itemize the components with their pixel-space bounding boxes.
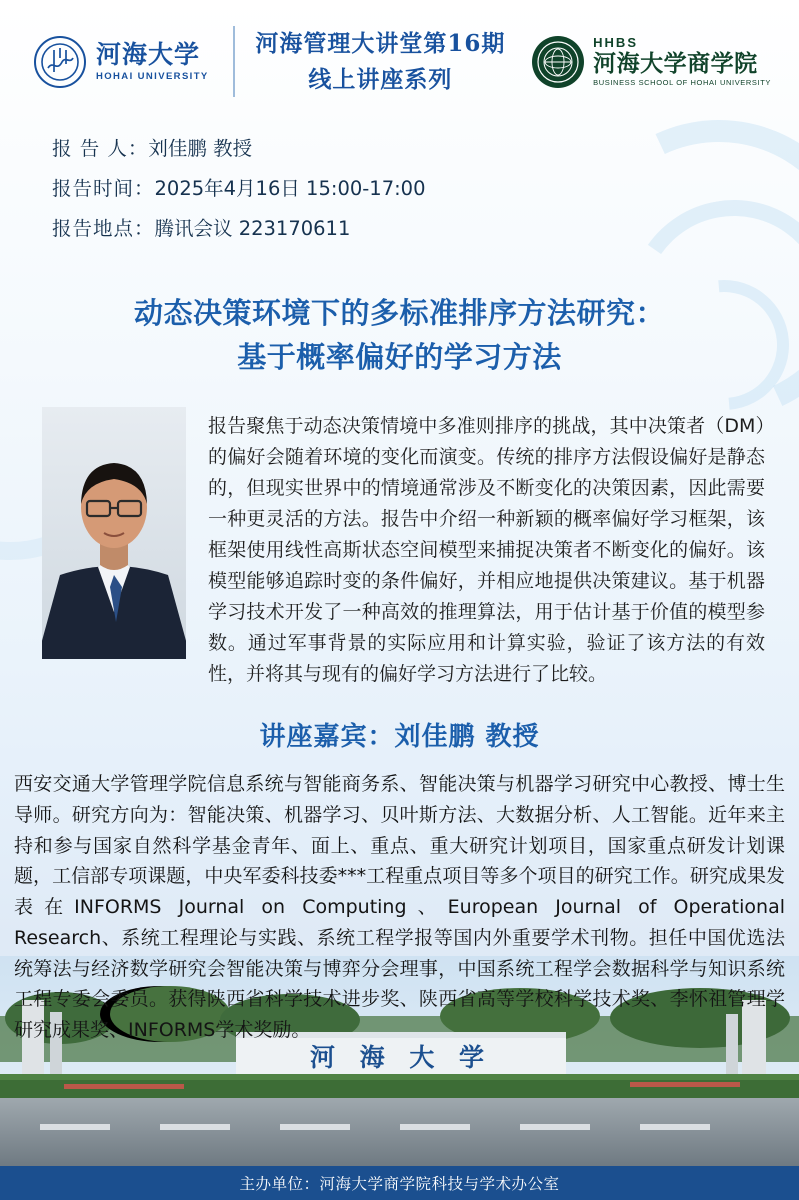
speaker-portrait [42, 407, 186, 659]
lecture-series-heading [233, 26, 513, 97]
footer-organizer: 主办单位：河海大学商学院科技与学术办公室 [0, 1166, 799, 1200]
business-school-seal-icon [532, 36, 584, 88]
abstract-section [0, 407, 799, 690]
hohai-university-name-en: HOHAI UNIVERSITY [96, 70, 209, 82]
speaker-value: 刘佳鹏 教授 [148, 137, 253, 161]
lecture-series-line-1: 河海管理大讲堂第16期 [255, 30, 506, 57]
business-school-abbr: HHBS [593, 35, 638, 51]
lecture-series-line-2: 线上讲座系列 [308, 65, 453, 93]
speaker-row [52, 129, 799, 169]
place-row [52, 209, 799, 249]
place-label: 报告地点： [52, 217, 155, 241]
speaker-label: 报 告 人： [52, 137, 149, 161]
business-school-logo [532, 36, 771, 88]
business-school-name-en: BUSINESS SCHOOL OF HOHAI UNIVERSITY [593, 77, 771, 87]
time-label: 报告时间： [52, 177, 155, 201]
poster-header [0, 0, 799, 107]
hohai-university-seal-icon [34, 36, 86, 88]
guest-biography: 西安交通大学管理学院信息系统与智能商务系、智能决策与机器学习研究中心教授、博士生导师。研究方向为：智能决策、机器学习、贝叶斯方法、大数据分析、人工智能。近年来主持和参与国家自然科学基金青年、面上、重点、重大研究计划项目，国家重点研发计划课题，工信部专项课题，中央军委科技委***工程重点项目等多个项目的研究工作。研究成果发表在INFORMS Journal on Computing、European Journal of Operational Research、系统工程理论与实践、系统工程学报等国内外重要学术刊物。担任中国优选法统筹法与经济数学研究会智能决策与博弈分会理事，中国系统工程学会数据科学与知识系统工程专委会委员。获得陕西省科学技术进步奖、陕西省高等学校科学技术奖、李怀祖管理学研究成果奖、INFORMS学术奖励。 [14, 773, 785, 1042]
abstract-text: 报告聚焦于动态决策情境中多准则排序的挑战，其中决策者（DM）的偏好会随着环境的变化而演变。传统的排序方法假设偏好是静态的，但现实世界中的情境通常涉及不断变化的决策因素，因此需要一种更灵活的方法。报告中介绍一种新颖的概率偏好学习框架，该框架使用线性高斯状态空间模型来捕捉决策者不断变化的偏好。该模型能够追踪时变的条件偏好，并相应地提供决策建议。基于机器学习技术开发了一种高效的推理算法，用于估计基于价值的模型参数。通过军事背景的实际应用和计算实验，验证了该方法的有效性，并将其与现有的偏好学习方法进行了比较。 [208, 415, 765, 686]
business-school-name-cn: 河海大学商学院 [593, 49, 758, 77]
place-value: 腾讯会议 223170611 [154, 217, 351, 241]
hohai-university-logo [34, 36, 209, 88]
guest-heading: 讲座嘉宾：刘佳鹏 教授 [259, 722, 540, 753]
page-title [0, 291, 799, 379]
monument-text: 河 海 大 学 [309, 1043, 493, 1072]
title-line-2: 基于概率偏好的学习方法 [237, 340, 562, 375]
lecture-details [52, 129, 799, 249]
title-line-1: 动态决策环境下的多标准排序方法研究： [133, 296, 665, 331]
time-value: 2025年4月16日 15:00-17:00 [154, 177, 426, 201]
hohai-university-name-cn: 河海大学 [96, 39, 201, 69]
time-row [52, 169, 799, 209]
